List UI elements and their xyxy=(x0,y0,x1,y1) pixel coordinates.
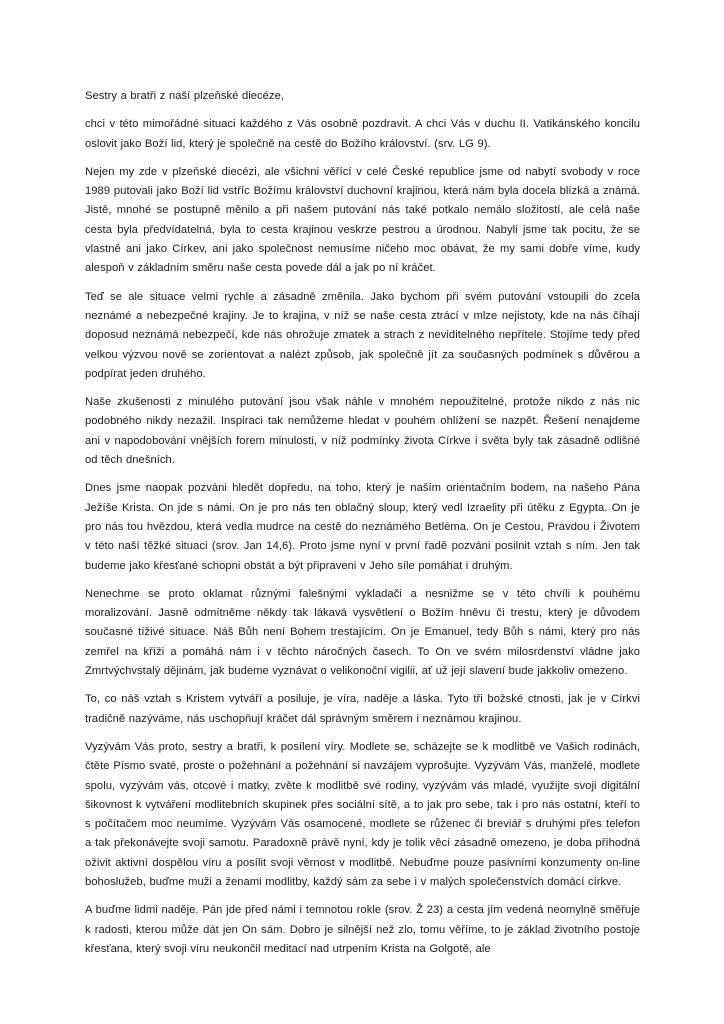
salutation: Sestry a bratři z naší plzeňské diecéze, xyxy=(85,90,285,102)
paragraph-false-interpreters: Nenechme se proto oklamat různými falešnými vykladači a nesnižme se v této chvíli k pouhému moralizování. Jasně odmítněme někdy tak lákavá vysvětlení o Božím hněvu či trestu, který je důvodem současné tíživé situace. Náš Bůh není Bohem trestajícím. On je Emanuel, tedy Bůh s námi, který pro nás zemřel na kříži a pomáhá nám i v těchto náročných časech. To On ve svém milosrdenství vládne jako Zmrtvýchvstalý dějinám, jak budeme vyznávat o velikonoční vigilii, ať už její slavení bude jakkoliv omezeno. xyxy=(85,587,640,678)
paragraph-call-to-prayer: Vyzývám Vás proto, sestry a bratři, k posílení víry. Modlete se, scházejte se k modlitbě ve Vašich rodinách, čtěte Písmo svaté, proste o požehnání a požehnání si navzájem vyprošujte. Vyzývám Vás, manželé, modlete spolu, vyzývám vás, otcové i matky, zvěte k modlitbě své rodiny, vyzývám vás mladé, využijte svoji digitální šikovnost k vytváření modlitebních skupinek přes sociální sítě, a to jak pro sebe, tak i pro nás ostatní, kteří to s počítačem moc neumíme. Vyzývám Vás osamocené, modlete se růženec či breviář s druhými přes telefon a tak překonávejte svoji samotu. Paradoxně právě nyní, kdy je tolik věcí zásadně omezeno, je doba příhodná oživit aktivní dospělou víru a posílit svoji věrnost v modlitbě. Nebuďme pouze pasivními konzumenty on-line bohoslužeb, buďme muži a ženami modlitby, každý sám za sebe i v malých společenstvích domácí církve. xyxy=(85,740,640,888)
paragraph-faith-hope-love: To, co náš vztah s Kristem vytváří a posiluje, je víra, naděje a láska. Tyto tři božské ctnosti, jak je v Církvi tradičně nazýváme, nás uschopňují kráčet dál správným směrem i neznámou krajinou. xyxy=(85,693,640,725)
paragraph-changed-situation: Teď se ale situace velmi rychle a zásadně změnila. Jako bychom při svém putování vstoupili do zcela neznámé a nebezpečné krajiny. Je to krajina, v níž se naše cesta ztrácí v mlze nejistoty, kde na nás číhají doposud neznámá nebezpečí, kde nás ohrožuje zmatek a strach z neviditelného nepřítele. Stojíme tedy před velkou výzvou nově se zorientovat a nalézt způsob, jak společně jít za současných podmínek s důvěrou a podpírat jeden druhého. xyxy=(85,290,640,380)
paragraph-journey-since-1989: Nejen my zde v plzeňské diecézi, ale všichni věřící v celé České republice jsme od nabytí svobody v roce 1989 putovali jako Boží lid vstříc Božímu království duchovní krajinou, která nám byla docela blízká a známá. Jistě, mnohé se postupně měnilo a při našem putování nás také potkalo nemálo složitostí, ale celá naše cesta byla předvídatelná, byla to cesta krajinou veskrze pestrou a úrodnou. Nabyli jsme tak pocitu, že se vlastně ani jako Církev, ani jako společnost nemusíme ničeho moc obávat, že my sami dobře víme, kudy alespoň v základním směru naše cesta povede dál a jak po ní kráčet. xyxy=(85,165,640,275)
paragraph-past-experience: Naše zkušenosti z minulého putování jsou však náhle v mnohém nepoužitelné, protože nikdo z nás nic podobného nikdy nezažil. Inspiraci tak nemůžeme hledat v pouhém ohlížení se nazpět. Řešení nenajdeme ani v napodobování vnějších forem minulosti, v níž podmínky života Církve i světa byly tak zásadně odlišné od těch dnešních. xyxy=(85,396,640,467)
paragraph-people-of-hope: A buďme lidmi naděje. Pán jde před námi i temnotou rokle (srov. Ž 23) a cesta jím vedená neomylně směřuje k radosti, kterou může dát jen On sám. Dobro je silnější než zlo, tomu věříme, to je základ životního postoje křesťana, který svoji víru neukončil meditací nad utrpením Krista na Golgotě, ale xyxy=(85,904,640,955)
paragraph-greeting: chci v této mimořádné situaci každého z Vás osobně pozdravit. A chci Vás v duchu II. Vatikánského koncilu oslovit jako Boží lid, který je společně na cestě do Božího království. (srv. LG 9). xyxy=(85,118,640,150)
paragraph-look-to-christ: Dnes jsme naopak pozváni hledět dopředu, na toho, který je naším orientačním bodem, na našeho Pána Ježíše Krista. On jde s námi. On je pro nás ten oblačný sloup, který vedl Izraelity při útěku z Egypta. On je pro nás tou hvězdou, která vedla mudrce na cestě do neznámého Betléma. On je Cestou, Pravdou i Životem v této naší těžké situaci (srov. Jan 14,6). Proto jsme nyní v první řadě pozváni posilnit vztah s ním. Jen tak budeme jako křesťané schopni obstát a být připraveni v Jeho síle pomáhat i druhým. xyxy=(85,482,640,572)
